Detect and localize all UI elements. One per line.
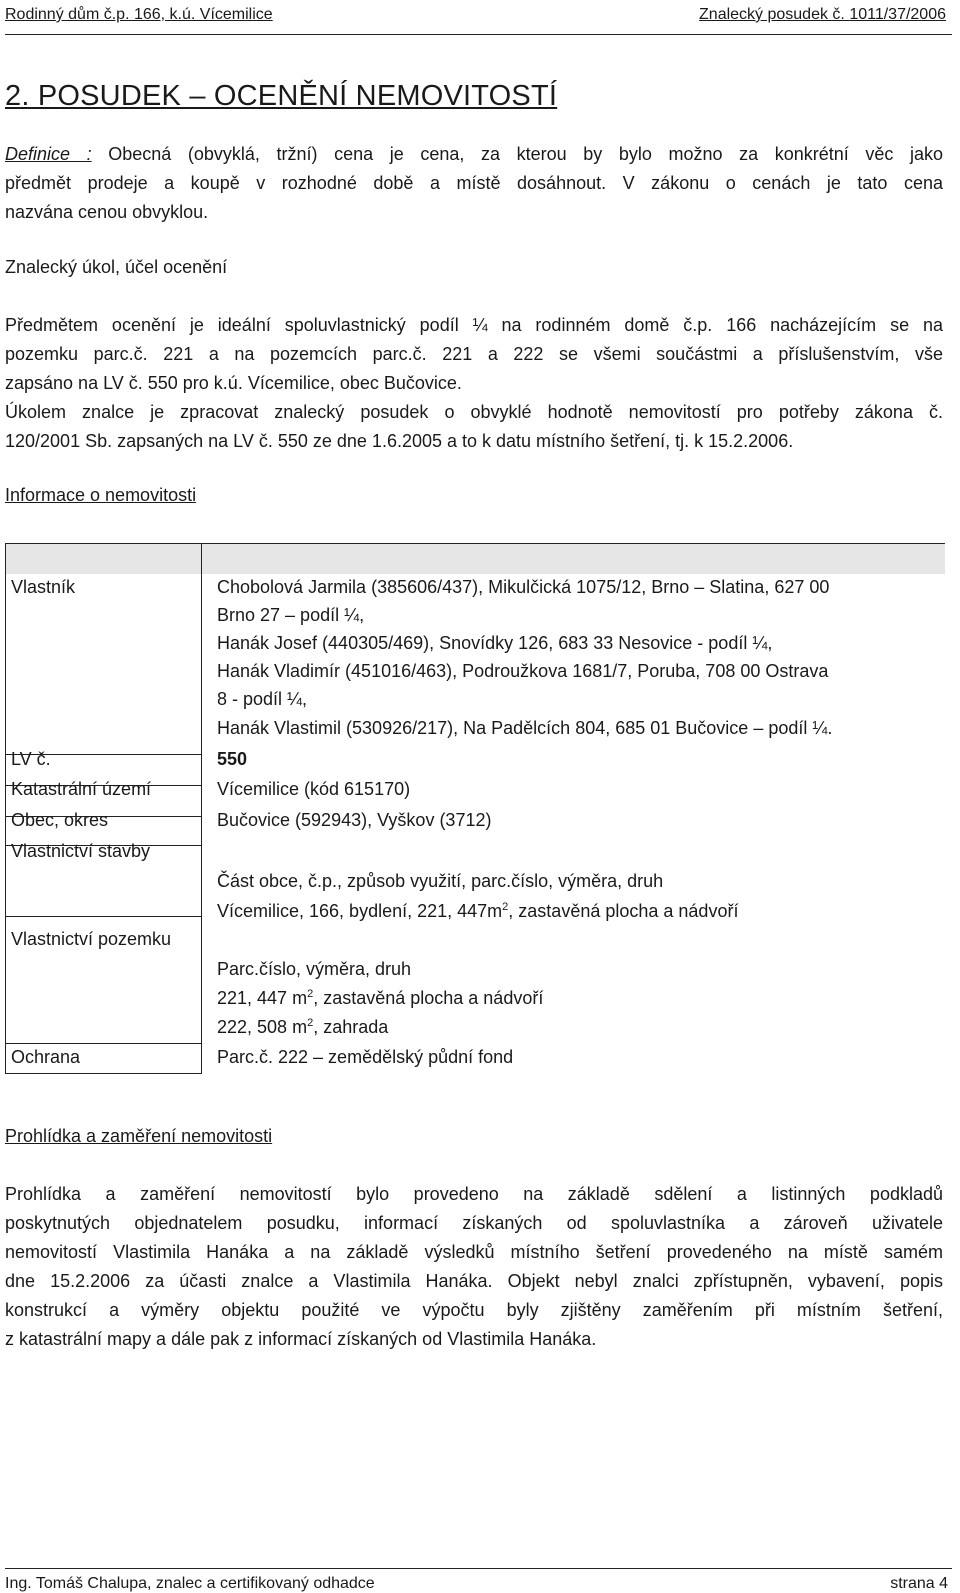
- subject-line: 120/2001 Sb. zapsaných na LV č. 550 ze dne 1.6.2005 a to k datu místního šetření, tj. k 15.2.2006.: [5, 431, 794, 451]
- page-header: [5, 4, 952, 35]
- definition-label: Definice :: [5, 144, 92, 164]
- building-value-text: , zastavěná plocha a nádvoří: [508, 901, 739, 921]
- municipality-value: Bučovice (592943), Vyškov (3712): [217, 810, 492, 830]
- owner-line: Brno 27 – podíl ¼,: [217, 605, 365, 625]
- land-ownership-label: Vlastnictví pozemku: [11, 929, 172, 949]
- building-value-text: Vícemilice, 166, bydlení, 221, 447m: [217, 901, 503, 921]
- protection-label: Ochrana: [11, 1047, 81, 1067]
- section-title: 2. POSUDEK – OCENĚNÍ NEMOVITOSTÍ: [5, 80, 558, 112]
- owner-label: Vlastník: [11, 577, 76, 597]
- page-footer: [5, 1568, 952, 1592]
- inspection-line: Prohlídka a zaměření nemovitostí bylo provedeno na základě sdělení a listinných podkladů: [5, 1184, 943, 1204]
- table-border-left: [5, 543, 6, 1074]
- inspection-line: poskytnutých objednatelem posudku, informací získaných od spoluvlastníka a zároveň uživatele: [5, 1213, 943, 1233]
- building-columns-header: Část obce, č.p., způsob využití, parc.číslo, výměra, druh: [217, 871, 664, 891]
- land-row-1: [217, 984, 543, 1012]
- footer-page-number: strana 4: [890, 1575, 948, 1592]
- table-row-divider: [5, 916, 201, 917]
- table-column-divider: [201, 543, 202, 1074]
- land-row-sup: 2: [307, 988, 314, 1000]
- building-ownership-label: Vlastnictví stavby: [11, 841, 151, 861]
- table-header-bar: [5, 543, 945, 574]
- header-document-subject: Rodinný dům č.p. 166, k.ú. Vícemilice: [5, 6, 273, 23]
- land-row-text: , zastavěná plocha a nádvoří: [313, 988, 544, 1008]
- owner-line: Hanák Josef (440305/469), Snovídky 126, 683 33 Nesovice - podíl ¼,: [217, 633, 773, 653]
- land-row-text: 221, 447 m: [217, 988, 308, 1008]
- building-value: [217, 897, 738, 925]
- definition-line-1: Obecná (obvyklá, tržní) cena je cena, za kterou by bylo možno za konkrétní věc jako: [108, 144, 943, 164]
- protection-value: Parc.č. 222 – zemědělský půdní fond: [217, 1047, 514, 1067]
- subject-paragraph: [5, 311, 943, 456]
- subject-line: zapsáno na LV č. 550 pro k.ú. Vícemilice, obec Bučovice.: [5, 373, 462, 393]
- owner-line: Hanák Vladimír (451016/463), Podroužkova 1681/7, Poruba, 708 00 Ostrava: [217, 661, 829, 681]
- inspection-line: z katastrální mapy a dále pak z informací získaných od Vlastimila Hanáka.: [5, 1329, 597, 1349]
- footer-author: Ing. Tomáš Chalupa, znalec a certifikovaný odhadce: [5, 1575, 375, 1592]
- property-info-heading: Informace o nemovitosti: [5, 485, 197, 505]
- task-heading: Znalecký úkol, účel ocenění: [5, 257, 228, 277]
- subject-line: pozemku parc.č. 221 a na pozemcích parc.č. 221 a 222 se všemi součástmi a příslušenstvím, vše: [5, 344, 943, 364]
- property-info-table: [5, 543, 945, 1074]
- inspection-paragraph: [5, 1180, 943, 1354]
- subject-line: Předmětem ocenění je ideální spoluvlastnický podíl ¼ na rodinném domě č.p. 166 nacházejícím se na: [5, 315, 943, 335]
- owner-line: Chobolová Jarmila (385606/437), Mikulčická 1075/12, Brno – Slatina, 627 00: [217, 577, 830, 597]
- inspection-line: konstrukcí a výměry objektu použité ve výpočtu byly zjištěny zaměřením při místním šetření,: [5, 1300, 943, 1320]
- subject-line: Úkolem znalce je zpracovat znalecký posudek o obvyklé hodnotě nemovitostí pro potřeby zákona č.: [5, 402, 943, 422]
- land-row-sup: 2: [307, 1017, 314, 1029]
- inspection-heading: Prohlídka a zaměření nemovitosti: [5, 1126, 273, 1146]
- land-columns-header: Parc.číslo, výměra, druh: [217, 959, 412, 979]
- land-row-text: 222, 508 m: [217, 1017, 308, 1037]
- definition-line-2: předmět prodeje a koupě v rozhodné době a místě dosáhnout. V zákonu o cenách je tato cena: [5, 173, 943, 193]
- cadastre-label: Katastrální území: [11, 779, 152, 799]
- land-row-text: , zahrada: [313, 1017, 389, 1037]
- inspection-line: nemovitostí Vlastimila Hanáka a na základě výsledků místního šetření provedeného na místě samém: [5, 1242, 943, 1262]
- municipality-label: Obec, okres: [11, 810, 109, 830]
- lv-value: 550: [217, 749, 248, 769]
- definition-line-3: nazvána cenou obvyklou.: [5, 202, 209, 222]
- table-border-bottom: [5, 1073, 201, 1074]
- building-value-sup: 2: [502, 901, 509, 913]
- lv-label: LV č.: [11, 749, 51, 769]
- owner-line: 8 - podíl ¼,: [217, 689, 308, 709]
- definition-paragraph: [5, 140, 943, 227]
- inspection-line: dne 15.2.2006 za účasti znalce a Vlastimila Hanáka. Objekt nebyl znalci zpřístupněn, vybavení, popis: [5, 1271, 943, 1291]
- land-row-2: [217, 1013, 388, 1041]
- header-report-number: Znalecký posudek č. 1011/37/2006: [699, 6, 946, 23]
- cadastre-value: Vícemilice (kód 615170): [217, 779, 411, 799]
- owner-line: Hanák Vlastimil (530926/217), Na Padělcích 804, 685 01 Bučovice – podíl ¼.: [217, 718, 833, 738]
